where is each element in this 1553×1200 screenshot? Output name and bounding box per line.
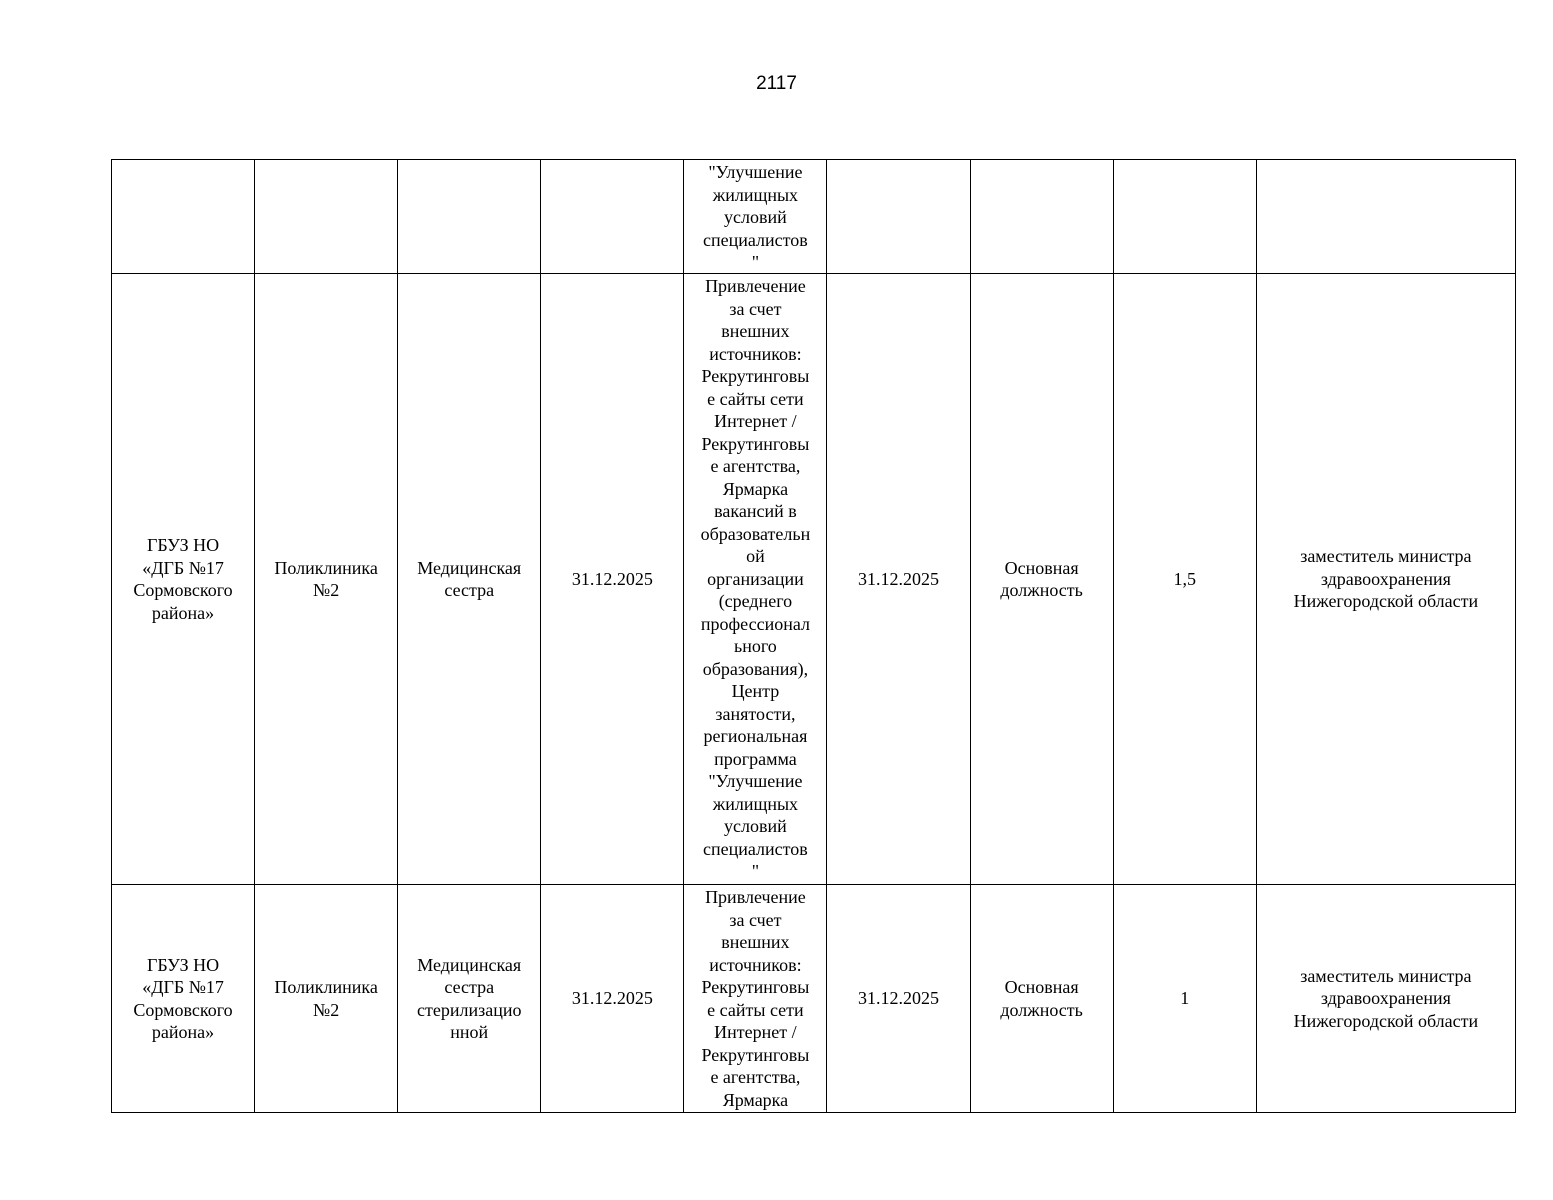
rate-cell — [1113, 885, 1256, 1113]
organization-cell — [112, 160, 255, 274]
date1-text: 31.12.2025 — [571, 988, 653, 1009]
organization-text: ГБУЗ НО «ДГБ №17 Сормовского района» — [133, 954, 233, 1042]
position-cell — [398, 885, 541, 1113]
responsible-text: заместитель министра здравоохранения Нижегородской области — [1293, 546, 1479, 612]
date1-cell — [541, 885, 684, 1113]
date1-text: 31.12.2025 — [571, 568, 653, 589]
measures-text: Привлечение за счет внешних источников: Рекрутинговы е сайты сети Интернет / Рекрутинговы е агентства, Ярмарка вакансий в образовательн ой организации (среднего профессионал ьного образования), Центр занятости, региональная программа "Улучшение жилищных условий специалистов " — [700, 276, 811, 881]
organization-cell — [112, 885, 255, 1113]
organization-cell — [112, 274, 255, 885]
table-row — [112, 160, 1516, 274]
position-text: Медицинская сестра — [417, 557, 522, 600]
department-cell — [255, 160, 398, 274]
rate-cell — [1113, 274, 1256, 885]
measures-cell — [684, 274, 827, 885]
department-cell — [255, 274, 398, 885]
measures-cell — [684, 160, 827, 274]
date1-cell — [541, 160, 684, 274]
position-type-cell — [970, 160, 1113, 274]
date1-cell — [541, 274, 684, 885]
table-row — [112, 274, 1516, 885]
rate-text: 1,5 — [1173, 568, 1196, 589]
date2-cell — [827, 885, 970, 1113]
department-text: Поликлиника №2 — [274, 977, 378, 1020]
rate-cell — [1113, 160, 1256, 274]
table-row — [112, 885, 1516, 1113]
rate-text: 1 — [1180, 988, 1190, 1009]
responsible-cell — [1256, 885, 1515, 1113]
page-number: 2117 — [756, 73, 797, 94]
measures-text: "Улучшение жилищных условий специалистов " — [703, 162, 808, 272]
department-text: Поликлиника №2 — [274, 557, 378, 600]
position-type-cell — [970, 274, 1113, 885]
department-cell — [255, 885, 398, 1113]
responsible-cell — [1256, 160, 1515, 274]
responsible-cell — [1256, 274, 1515, 885]
position-type-text: Основная должность — [1000, 557, 1083, 600]
date2-cell — [827, 274, 970, 885]
position-cell — [398, 160, 541, 274]
date2-text: 31.12.2025 — [858, 988, 940, 1009]
organization-text: ГБУЗ НО «ДГБ №17 Сормовского района» — [133, 535, 233, 623]
position-type-text: Основная должность — [1000, 977, 1083, 1020]
date2-text: 31.12.2025 — [858, 568, 940, 589]
staffing-table — [111, 159, 1516, 1113]
measures-cell — [684, 885, 827, 1113]
responsible-text: заместитель министра здравоохранения Нижегородской области — [1293, 965, 1479, 1031]
date2-cell — [827, 160, 970, 274]
position-cell — [398, 274, 541, 885]
position-type-cell — [970, 885, 1113, 1113]
measures-text: Привлечение за счет внешних источников: Рекрутинговы е сайты сети Интернет / Рекрутинговы е агентства, Ярмарка — [701, 887, 810, 1110]
position-text: Медицинская сестра стерилизацио нной — [417, 954, 522, 1042]
